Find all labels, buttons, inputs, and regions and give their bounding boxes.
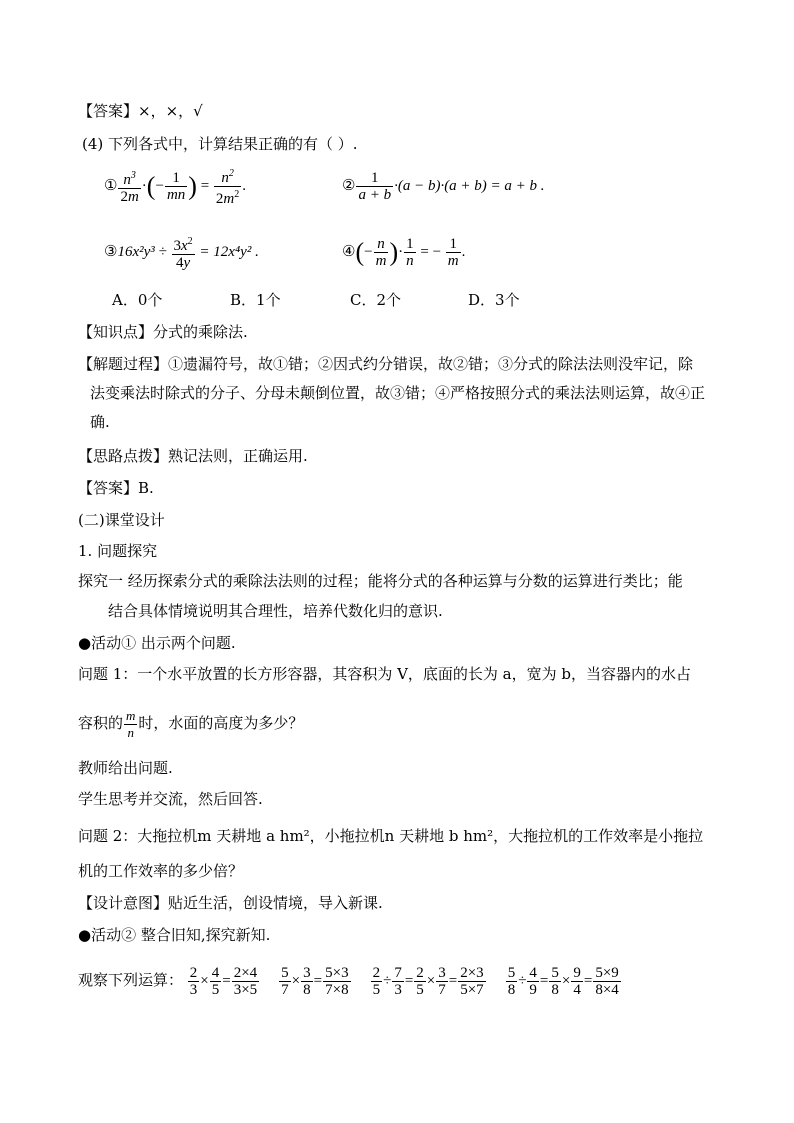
answer-value: ×，×，√ [138,102,203,120]
fraction: $\frac{5}{8}$ [507,965,516,999]
fraction: $\frac{2}{5}$ [416,965,424,999]
observe-group-2 [278,965,351,999]
fraction: $\frac{5\times 3}{7\times 8}$ [325,965,349,999]
fraction: $\frac{4}{5}$ [211,965,220,999]
activity-2: ●活动② 整合旧知,探究新知. [78,926,271,944]
solution-line-3: 确. [90,413,110,431]
choice-c: C．2个 [350,291,402,309]
problem-1-line-1: 问题 1：一个水平放置的长方形容器，其容积为 V，底面的长为 a，宽为 b，当容器内的水占 [78,665,691,683]
observe-group-4 [505,965,622,999]
design-intent: 【设计意图】贴近生活，创设情境，导入新课. [78,894,383,912]
operator: × [561,973,571,989]
fraction: $\frac{9}{4}$ [573,965,581,999]
answer-1 [78,101,203,121]
operator: = [583,973,593,989]
operator: = [404,973,414,989]
knowledge-point: 【知识点】分式的乘除法. [78,323,248,341]
problem-1-line-2: 容积的 $\frac{m}{n}$ 时，水面的高度为多少？ [78,707,304,740]
explore-line-1: 探究一 经历探索分式的乘除法法则的过程；能将分式的各种运算与分数的运算进行类比；能 [78,572,683,590]
fraction: $\frac{2}{3}$ [189,965,198,999]
fraction: $\frac{4}{9}$ [529,965,537,999]
solution-line-1: 【解题过程】①遗漏符号，故①错；②因式约分错误，故②错；③分式的除法法则没牢记，除 [78,355,694,373]
operator: × [200,973,209,989]
question-4: (4) 下列各式中，计算结果正确的有（ ）. [82,135,358,153]
expression-3: ③16x²y³ ÷ $\frac{3x^2}{4y}$ = 12x⁴y² . [104,236,259,272]
explore-line-2: 结合具体情境说明其合理性，培养代数化归的意识. [108,602,443,620]
fraction: $\frac{5}{7}$ [281,965,289,999]
fraction: $\frac{3}{8}$ [303,965,311,999]
observe-group-1 [187,965,260,999]
activity-1: ●活动① 出示两个问题. [78,634,236,652]
operator: × [291,973,301,989]
answer-2: 【答案】B. [78,479,154,497]
fraction: $\frac{5\times 9}{8\times 4}$ [595,965,619,999]
operator: ÷ [383,973,392,989]
fraction: $\frac{2}{5}$ [372,965,381,999]
student-note: 学生思考并交流，然后回答. [78,790,263,808]
expression-2: ② $\frac{1}{a + b}$ ·(a − b)·(a + b) = a + b . [342,170,545,204]
operator: = [539,973,549,989]
operator: = [222,973,231,989]
operator: = [448,973,458,989]
choice-a: A．0个 [112,291,163,309]
solution-line-2: 法变乘法时除式的分子、分母未颠倒位置，故③错；④严格按照分式的乘法法则运算，故④正 [90,384,706,402]
observe-line: 观察下列运算： $\frac{2}{3}$ × $\frac{4}{5}$ = $\frac{2\times 4}{3\times 5}$ $\frac{5}{7}$ × $\frac{3}{8}$ = $\frac{5\times 3}{7\times 8}$ $\frac{2}{5}$ ÷ $\frac{7}{3}$ = $\frac{2}{5}$ × $\frac{3}{7}$ = $\frac{2\times 3}{5\times 7}$ $\frac{5}{8}$ ÷ $\frac{4}{9}$ = $\frac{5}{8}$ × $\frac{9}{4}$ = $\frac{5\times 9}{8\times 4}$ [78,958,640,1003]
problem-2-line-2: 机的工作效率的多少倍？ [78,862,244,880]
section-heading: (二)课堂设计 [78,511,165,529]
observe-group-3 [370,965,487,999]
fraction: $\frac{5}{8}$ [551,965,559,999]
expression-4: ④(− $\frac{n}{m}$ )· $\frac{1}{n}$ = − $\frac{1}{m}$ . [342,236,466,270]
expression-1: ① $\frac{n^3}{2m}$ ·(− $\frac{1}{mn}$ ) = $\frac{n^2}{2m^2}$ . [104,168,247,208]
fraction: $\frac{7}{3}$ [394,965,402,999]
teacher-note: 教师给出问题. [78,759,173,777]
answer-label: 【答案】 [78,102,139,120]
subsection-heading: 1. 问题探究 [78,542,158,560]
operator: ÷ [518,973,527,989]
operator: = [313,973,323,989]
operator: × [426,973,436,989]
choice-b: B．1个 [230,291,281,309]
fraction: $\frac{2\times 3}{5\times 7}$ [460,965,484,999]
choice-d: D．3个 [468,291,520,309]
fraction: $\frac{3}{7}$ [438,965,446,999]
hint: 【思路点拨】熟记法则，正确运用. [78,447,308,465]
problem-2-line-1: 问题 2：大拖拉机m 天耕地 a hm²，小拖拉机n 天耕地 b hm²，大拖拉机的工作效率是小拖拉 [78,827,704,845]
fraction: $\frac{2\times 4}{3\times 5}$ [233,965,258,999]
